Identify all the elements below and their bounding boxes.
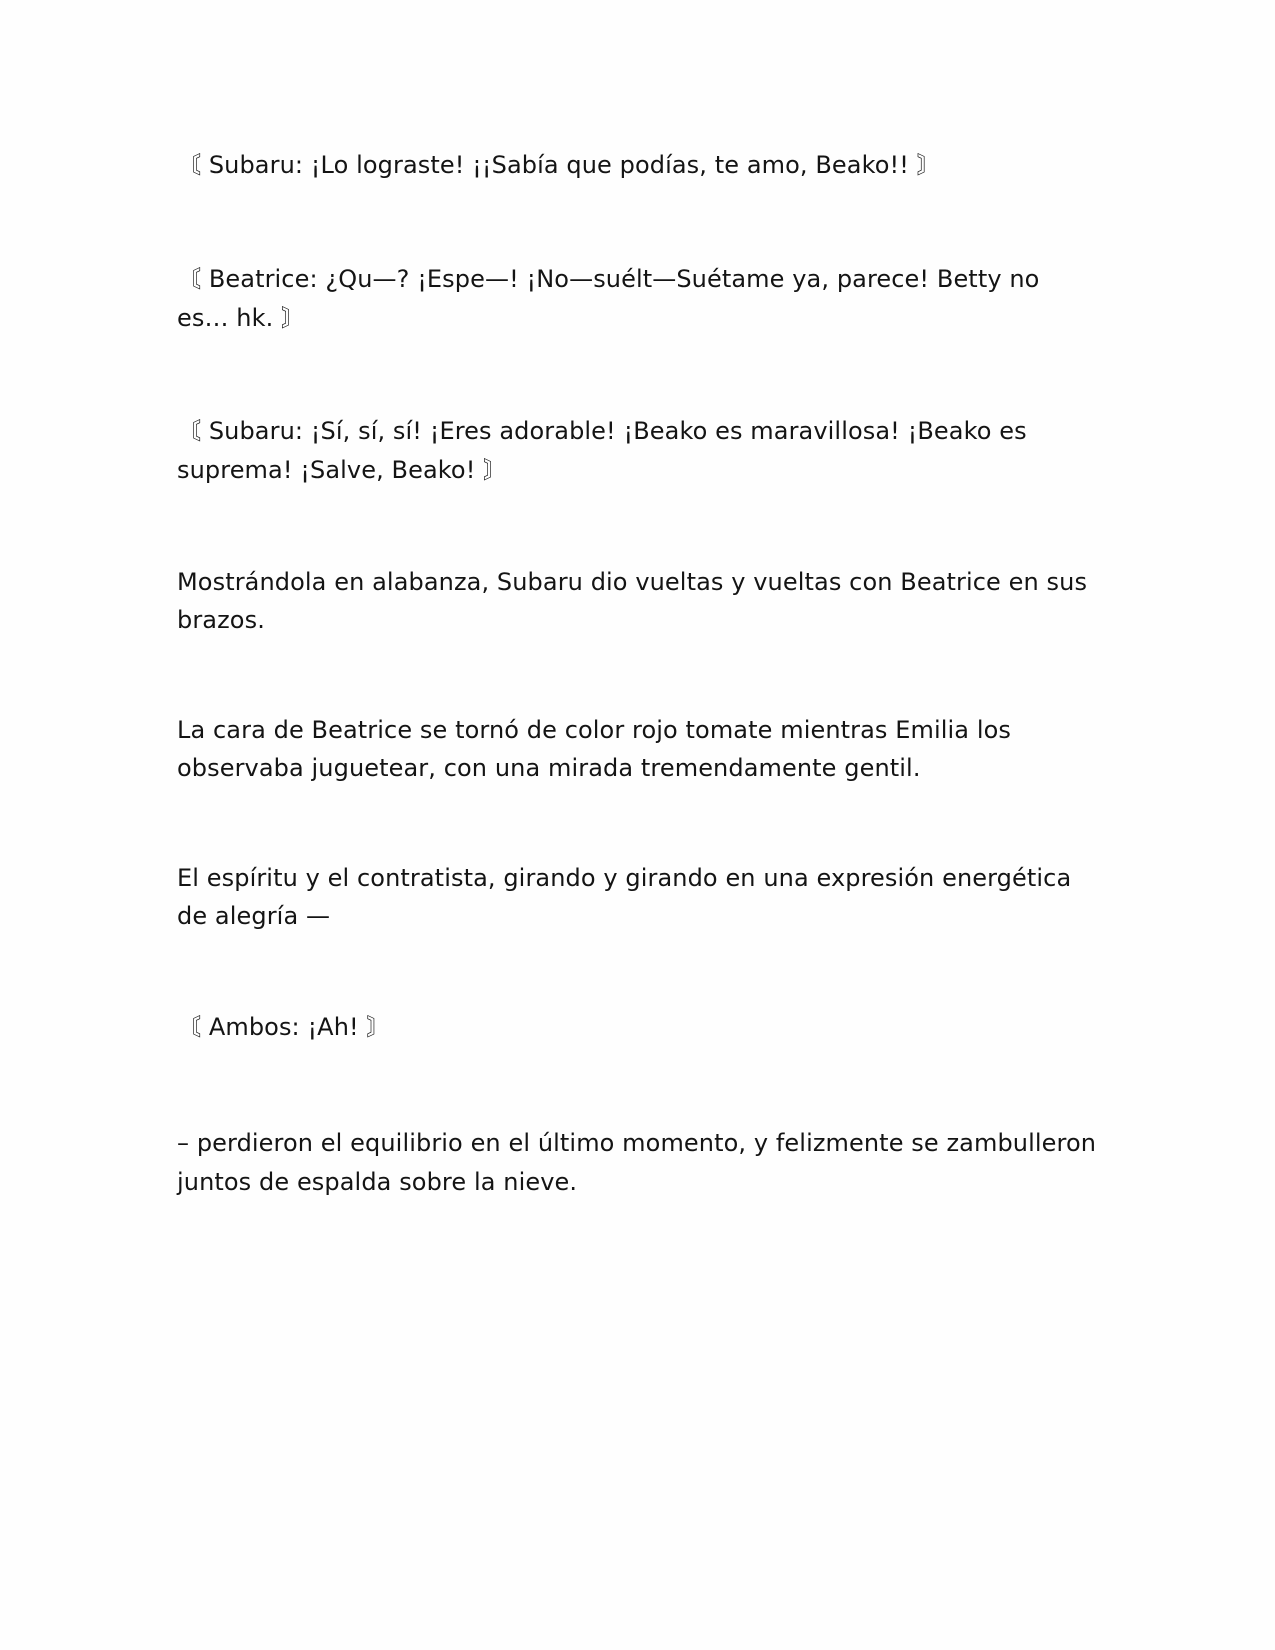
narration-paragraph-3: El espíritu y el contratista, girando y girando en una expresión energética de alegría — (177, 864, 1072, 930)
dialogue-beatrice: 〘 Beatrice: ¿Qu—? ¡Espe—! ¡No—suélt—Suétame ya, parece! Betty no es… hk. 〙 (177, 265, 1040, 332)
dialogue-subaru-2: 〘 Subaru: ¡Sí, sí, sí! ¡Eres adorable! ¡Beako es maravillosa! ¡Beako es suprema! ¡Salve, Beako! 〙 (177, 417, 1027, 484)
narration-paragraph-1: Mostrándola en alabanza, Subaru dio vueltas y vueltas con Beatrice en sus brazos. (177, 568, 1088, 634)
dialogue-ambos: 〘 Ambos: ¡Ah! 〙 (177, 1013, 391, 1041)
narration-paragraph-4: – perdieron el equilibrio en el último momento, y felizmente se zambulleron juntos de espalda sobre la nieve. (177, 1129, 1097, 1196)
narration-paragraph-2: La cara de Beatrice se tornó de color rojo tomate mientras Emilia los observaba juguetear, con una mirada tremendamente gentil. (177, 716, 1011, 782)
dialogue-subaru-1: 〘 Subaru: ¡Lo lograste! ¡¡Sabía que podías, te amo, Beako!! 〙 (177, 151, 941, 179)
